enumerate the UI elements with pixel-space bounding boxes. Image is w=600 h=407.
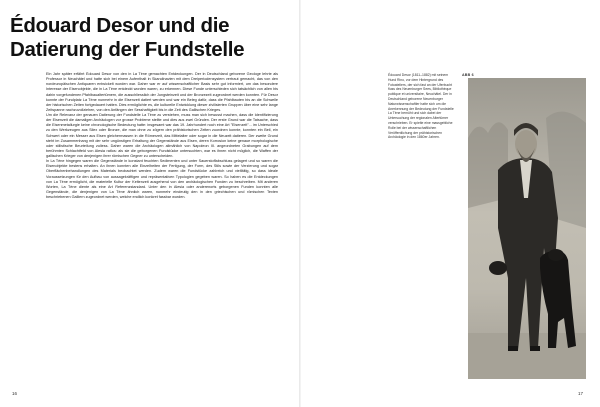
chapter-title: Édouard Desor und die Datierung der Fundstelle [10,14,245,61]
paragraph: In La Tène hingegen waren die Gegenstände in konstant feuchten Sedimenten und unter Sauerstoffabschluss gelagert und so waren die Eisenobjekte bestens erhalten. An ihnen konnten alle Einzelheiten der Fertigung, der Form, des Stils sowie der Verzierung und sogar Oberflächenbehandlungen des Materials beobachtet werden. Zudem waren die Fundstücke zahlreich und vielfältig, so dass ideale Voraussetzungen für den Aufbau von aussagekräftigen und repräsentativen Typologien gegeben waren. So haben es die Entdeckungen von La Tène ermöglicht, die materielle Kultur der Keltenzeit ausgehend von den archäologischen Funden zu beschreiben. Mit anderen Worten, La Tène diente als eine Art Referenzstandard. Unter den in Alesia oder anderenorts geborgenen Funden konnten alle Gegenstände, die denjenigen von La Tène ähnlich waren, nunmehr eindeutig den in den griechischen und römischen Texten beschriebenen Galliern zugeordnet werden, welche endlich konkret fassbar wurden. [46,159,278,199]
paragraph: Ein Jahr später erfährt Édouard Desor von den in La Tène gemachten Entdeckungen. Der in Deutschland geborene Geologe lehrte als Professor in Neuchâtel und hatte sich bei einem Aufenthalt in Skandinavien mit dem Dreiperiodensystem vertraut gemacht, das von den nordeuropäischen Antiquaren entwickelt worden war. Daher war er auf wissenschaftlicher Basis sehr gut informiert, um das besondere Interesse der Eisenobjekte, die in La Tène entdeckt worden waren, zu erkennen. Diese Funde unterschieden sich tatsächlich von allen bis dahin vorgefundenen Pfahlbaualtertümern, die ausschliesslich der Jungsteinzeit und der Bronzezeit zugeordnet werden konnten. Für Desor konnte der Fundplatz La Tène nunmehr in die Eisenzeit datiert werden und war ein Beleg dafür, dass die Pfahlbauten bis an die Schwelle der historischen Zeiten fortgedauert hatten. Dies ermöglichte es, die kulturelle Entwicklung dieser zivilisierten Gruppen über eine sehr lange Zeitspanne nachzuvollziehen, von den Anfängen der Sesshaftigkeit bis in die Zeit des Gallischen Krieges. [46,72,278,112]
body-text [46,72,278,390]
figure-label: ABB 6 [462,73,474,77]
historic-photograph [468,78,586,379]
portrait-man-with-dog-image [468,78,586,379]
page-number-right: 17 [578,391,584,396]
page-number-left: 16 [12,391,18,396]
paragraph: Um die Relevanz der genauen Datierung der Fundstelle La Tène zu verstehen, muss man sich bewusst machen, dass die Identifizierung der Eisenzeit die damaligen Archäologen vor grosse Probleme stellte und dies aus zwei Gründen. Der erste Grund war die Tatsache, dass die Eisenmetallurgie keine chronologische Bedeutung hatte: insgesamt war das 19. Jahrhundert noch eine Art "Eisenzeit"... im Unterschied zu den Werkzeugen aus Silex oder Bronze, die man ohne zu zögern den prähistorischen Zeiten zuordnen konnte, konnten ein Beil, ein Schwert oder ein Messer aus Eisen gleichermassen in die Römerzeit, das Mittelalter oder sogar in die Neuzeit datieren. Der zweite Grund steht im Zusammenhang mit der sehr ungünstigen Erhaltung der Gegenstände aus Eisen, deren Korrosion keine genaue morphologische oder stilistische Beurteilung zuliess. Daher waren die Archäologen allmählich von Napoleon III. angeordneten Grabungen auf dem berühmten Schlachtfeld von Alesia ratlos: als sie die geborgenen Fundstücke untersuchten, war es ihnen nicht möglich, die Waffen der gallischen Krieger von denjenigen ihrer römischen Gegner zu unterscheiden. [46,113,278,158]
page-gutter [299,0,301,407]
figure-caption: Édouard Desor (1811–1882) mit seinem Hund Rino, vor dem Hintergrund des Fotoateliers, der sich fast an der Uferbucht fluss des Neuenburger Sees, Bibliothèque publique et universitaire, Neuchâtel. Der in Deutschland geborene Neuenburger Naturwissenschaftler hatte sich um die Anerkennung der Bedeutung der Fundstelle La Tène bemüht und sich dabei der Untersuchung der regionalen Altertümer verschrieben. Er spielte eine massgebliche Rolle bei der wissenschaftlichen Veröffentlichung der prähistorischen Archäologie in den 1860er Jahren. [388,73,454,140]
